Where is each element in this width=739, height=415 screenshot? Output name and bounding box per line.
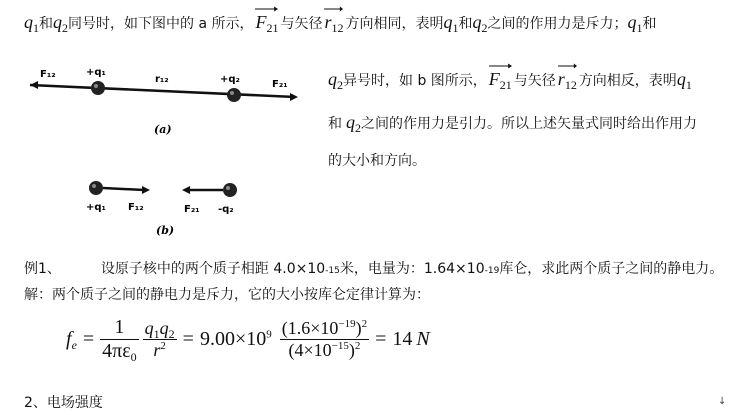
symbol-q2: $q_2$ xyxy=(472,12,488,35)
fig-a-q2-label: +q₂ xyxy=(220,74,240,85)
symbol-q1: $q_1$ xyxy=(627,12,643,35)
para2-text-6: 的大小和方向。 xyxy=(328,153,426,169)
para1-text-3: 与矢径 xyxy=(280,16,323,32)
figure-a xyxy=(30,55,300,145)
symbol-q2: $q_2$ xyxy=(328,69,343,92)
section-heading-line xyxy=(24,392,103,412)
formula-frac-1: $\frac{1}{4\pi\varepsilon_0}$ xyxy=(102,316,137,364)
para2-text-5: 之间的作用力是引力。所以上述矢量式同时给出作用力 xyxy=(361,116,697,132)
fig-a-F21-label: F₂₁ xyxy=(272,79,288,90)
formula-eq-2: = xyxy=(182,328,194,350)
fig-a-q1-label: +q₁ xyxy=(86,67,106,78)
formula-coef: $9.00\times 10^9$ xyxy=(199,328,272,350)
fig-b-F12-label: F₁₂ xyxy=(128,202,144,213)
fig-b-caption: (b) xyxy=(156,224,175,237)
formula-result: 14 xyxy=(392,328,413,350)
formula-unit: N xyxy=(416,328,430,350)
example-exp-a: -15 xyxy=(325,266,340,276)
para2-text-1: 异号时，如 b 图所示， xyxy=(343,73,487,89)
para2-line-3 xyxy=(328,150,426,170)
example-line xyxy=(24,258,723,278)
coulomb-formula xyxy=(66,316,430,363)
para2-text-4: 和 xyxy=(328,116,342,132)
para1-text-6: 之间的作用力是斥力； xyxy=(487,16,628,32)
example-exp-b: -19 xyxy=(484,266,500,276)
example-text-c: 库仑，求此两个质子之间的静电力。 xyxy=(499,261,724,277)
symbol-q1: $q_1$ xyxy=(24,12,39,35)
para2-line-2 xyxy=(328,112,697,133)
symbol-q1: $q_1$ xyxy=(676,69,692,92)
formula-frac-3: $\frac{(1.6\times 10^{-19})^2}{(4\times 10^{-15})^2}$ xyxy=(281,318,368,360)
return-mark: ↓ xyxy=(718,396,727,407)
formula-eq-1: = xyxy=(82,328,95,350)
symbol-q2: $q_2$ xyxy=(346,112,361,135)
fig-b-F21-label: F₂₁ xyxy=(184,204,200,215)
para1-text-4: 方向相同，表明 xyxy=(345,16,444,32)
solution-text: 解：两个质子之间的静电力是斥力，它的大小按库仑定律计算为： xyxy=(24,287,430,303)
para1-text-7: 和 xyxy=(642,16,657,32)
section-heading: 2、电场强度 xyxy=(24,395,103,411)
symbol-q1: $q_1$ xyxy=(443,12,459,35)
example-text-b: 米，电量为：1.64×10 xyxy=(339,261,485,277)
vector-r12: $r_{12}$ xyxy=(558,63,577,90)
symbol-q2: $q_2$ xyxy=(53,12,68,35)
figure-b xyxy=(80,176,260,240)
formula-frac-2: $\frac{q_1q_2}{r^2}$ xyxy=(144,318,175,360)
para2-text-2: 与矢径 xyxy=(513,73,556,89)
fig-a-r12-label: r₁₂ xyxy=(155,74,169,85)
fig-b-q1-label: +q₁ xyxy=(86,202,106,213)
para1-text-5: 和 xyxy=(458,16,473,32)
solution-line xyxy=(24,284,430,304)
para1-text-2: 同号时，如下图中的 a 所示， xyxy=(68,16,254,32)
vector-F21: $F_{21}$ xyxy=(255,6,278,33)
vector-r12: $r_{12}$ xyxy=(324,6,343,33)
para2-line-1 xyxy=(328,63,692,90)
example-label: 例1、 xyxy=(24,261,61,277)
fig-b-q2-label: -q₂ xyxy=(218,204,234,215)
example-text-a: 设原子核中的两个质子相距 4.0×10 xyxy=(100,261,326,277)
formula-eq-3: = xyxy=(375,328,387,350)
fig-a-caption: (a) xyxy=(154,123,172,136)
para1-text-1: 和 xyxy=(39,16,53,32)
para1-line xyxy=(24,6,657,33)
formula-lhs: $f_e$ xyxy=(66,328,77,352)
fig-a-F12-label: F₁₂ xyxy=(40,69,56,80)
vector-F21: $F_{21}$ xyxy=(489,63,512,90)
para2-text-3: 方向相反，表明 xyxy=(578,73,677,89)
